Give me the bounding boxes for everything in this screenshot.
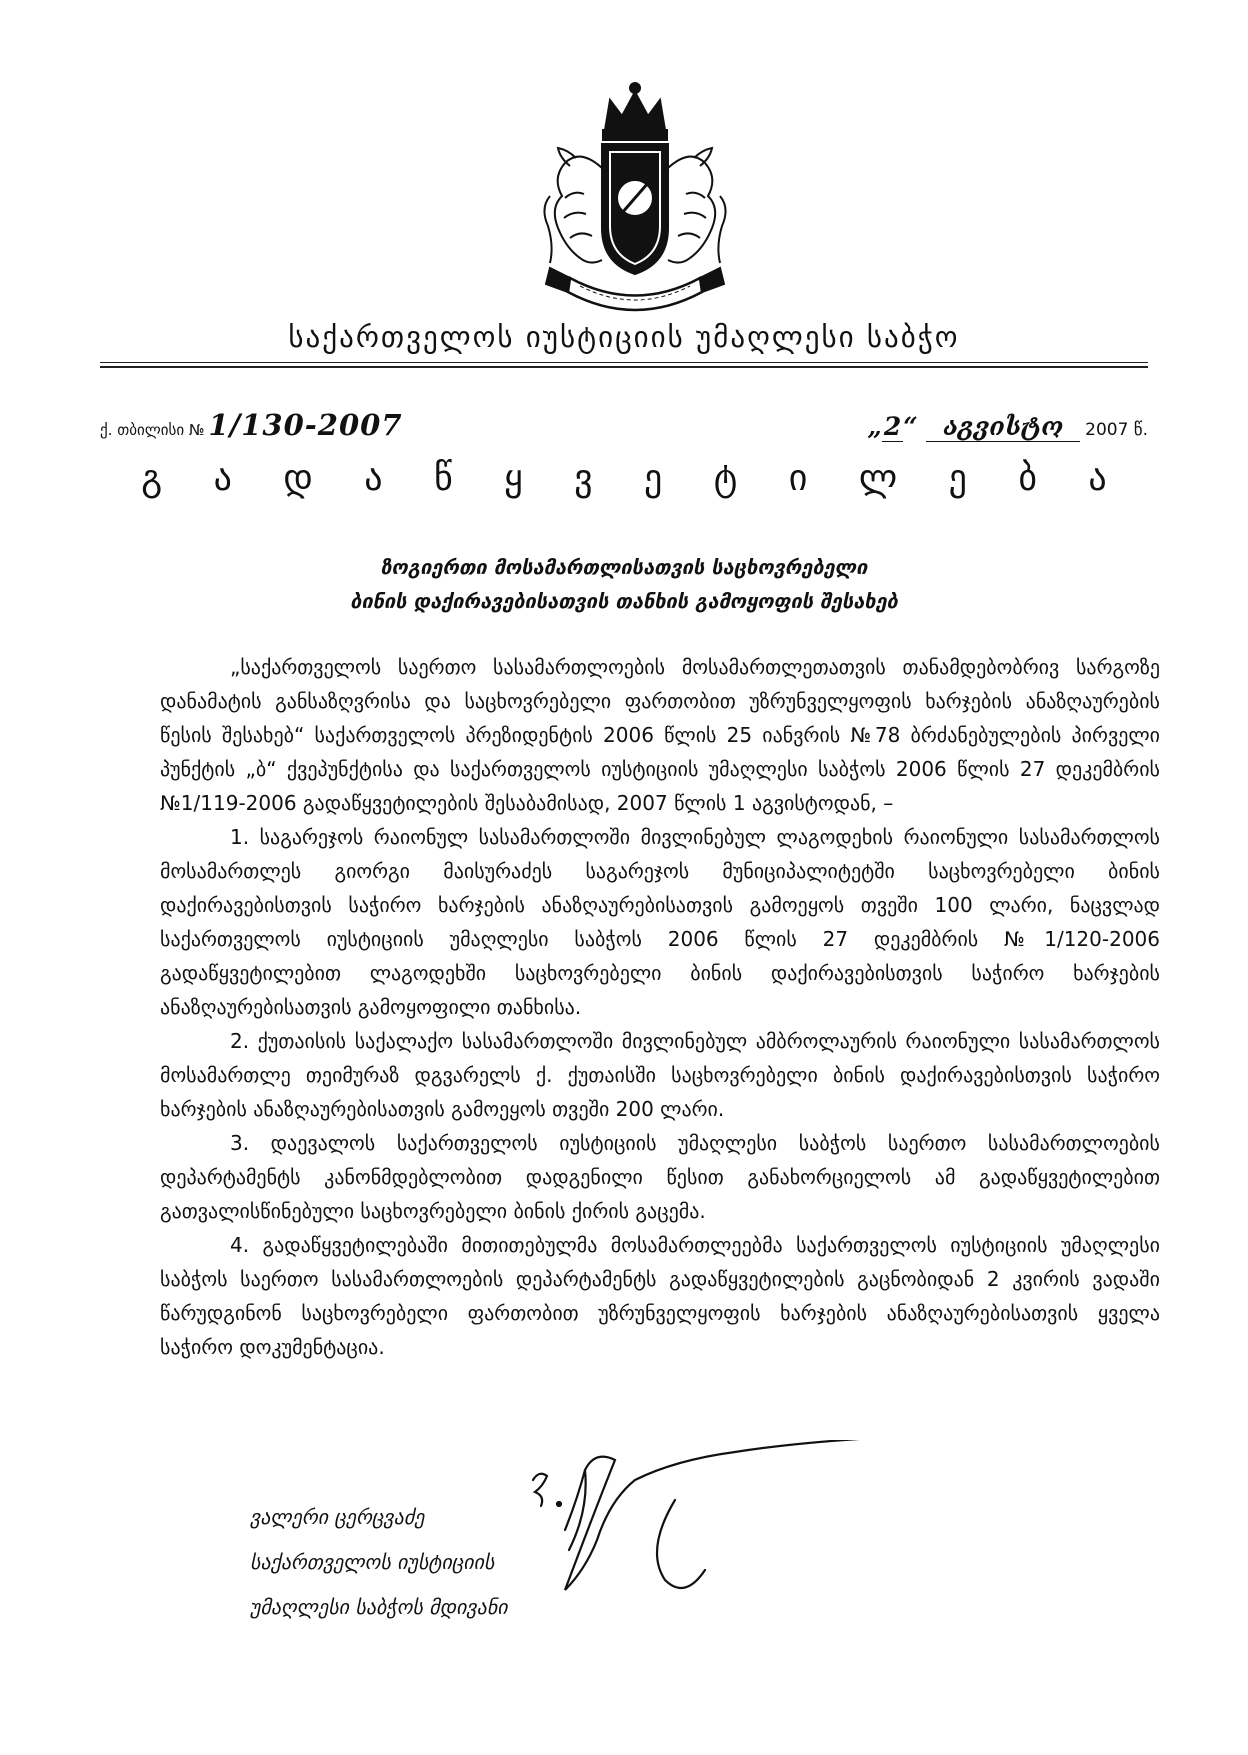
date-block: „2“ აგვისტო 2007 წ. (867, 412, 1148, 441)
preamble-paragraph: „საქართველოს საერთო სასამართლოების მოსამართლეთათვის თანამდებობრივ სარგოზე დანამატის განსაზღვრისა და საცხოვრებელი ფართობით უზრუნველყოფის ხარჯების ანაზღაურების წესის შესახებ“ საქართველოს პრეზიდენტის 2006 წლის 25 იანვრის №78 ბრძანებულების პირველი პუნქტის „ბ“ ქვეპუნქტისა და საქართველოს იუსტიციის უმაღლესი საბჭოს 2006 წლის 27 დეკემბრის №1/119-2006 გადაწყვეტილების შესაბამისად, 2007 წლის 1 აგვისტოდან, – (160, 655, 1160, 815)
decision-item-1: 1. საგარეჯოს რაიონულ სასამართლოში მივლინებულ ლაგოდეხის რაიონული სასამართლოს მოსამართლეს გიორგი მაისურაძეს საგარეჯოს მუნიციპალიტეტში საცხოვრებელი ბინის დაქირავებისთვის საჭირო ხარჯების ანაზღაურებისათვის გამოეყოს თვეში 100 ლარი, ნაცვლად საქართველოს იუსტიციის უმაღლესი საბჭოს 2006 წლის 27 დეკემბრის №1/120-2006 გადაწყვეტილებით ლაგოდეხში საცხოვრებელი ბინის დაქირავებისთვის საჭირო ხარჯების ანაზღაურებისათვის გამოყოფილი თანხისა. (160, 825, 1160, 1019)
signatory-title-line-2: უმაღლესი საბჭოს მდივანი (250, 1595, 508, 1619)
date-month: აგვისტო (926, 412, 1080, 442)
decision-item-2: 2. ქუთაისის საქალაქო სასამართლოში მივლინებულ ამბროლაურის რაიონული სასამართლოს მოსამართლე თეიმურაზ დგვარელს ქ. ქუთაისში საცხოვრებელი ბინის დაქირავებისთვის საჭირო ხარჯების ანაზღაურებისათვის გამოეყოს თვეში 200 ლარი. (160, 1029, 1160, 1121)
date-year: 2007 წ. (1085, 420, 1148, 440)
registration-line (100, 408, 1148, 448)
handwritten-signature (525, 1440, 985, 1650)
subject-line-2: ბინის დაქირავებისათვის თანხის გამოყოფის შესახებ (350, 589, 898, 613)
signatory-title-line-1: საქართველოს იუსტიციის (250, 1550, 495, 1574)
document-subject (0, 550, 1248, 618)
header-divider-thick (100, 366, 1148, 368)
subject-line-1: ზოგიერთი მოსამართლისათვის საცხოვრებელი (380, 555, 868, 579)
signatory-block (250, 1495, 508, 1630)
signatory-name: ვალერი ცერცვაძე (250, 1505, 425, 1529)
document-body (160, 650, 1160, 1364)
date-day: 2 (883, 412, 902, 441)
decision-item-3: 3. დაევალოს საქართველოს იუსტიციის უმაღლესი საბჭოს საერთო სასამართლოების დეპარტამენტს კანონმდებლობით დადგენილი წესით განახორციელოს ამ გადაწყვეტილებით გათვალისწინებული საცხოვრებელი ბინის ქირის გაცემა. (160, 1131, 1160, 1223)
header-divider (100, 362, 1148, 363)
document-type-heading: გ ა დ ა წ ყ ვ ე ტ ი ლ ე ბ ა (141, 458, 1127, 499)
council-name-heading: საქართველოს იუსტიციის უმაღლესი საბჭო (288, 320, 960, 354)
coat-of-arms-icon (510, 78, 760, 318)
decision-item-4: 4. გადაწყვეტილებაში მითითებულმა მოსამართლეებმა საქართველოს იუსტიციის უმაღლესი საბჭოს საერთო სასამართლოების დეპარტამენტს გადაწყვეტილების გაცნობიდან 2 კვირის ვადაში წარუდგინონ საცხოვრებელი ფართობით უზრუნველყოფის ხარჯების ანაზღაურებისათვის ყველა საჭირო დოკუმენტაცია. (160, 1233, 1160, 1359)
city-label: ქ. თბილისი № (100, 421, 205, 439)
registration-number: 1/130-2007 (208, 408, 403, 442)
registration-number-block (100, 408, 403, 442)
